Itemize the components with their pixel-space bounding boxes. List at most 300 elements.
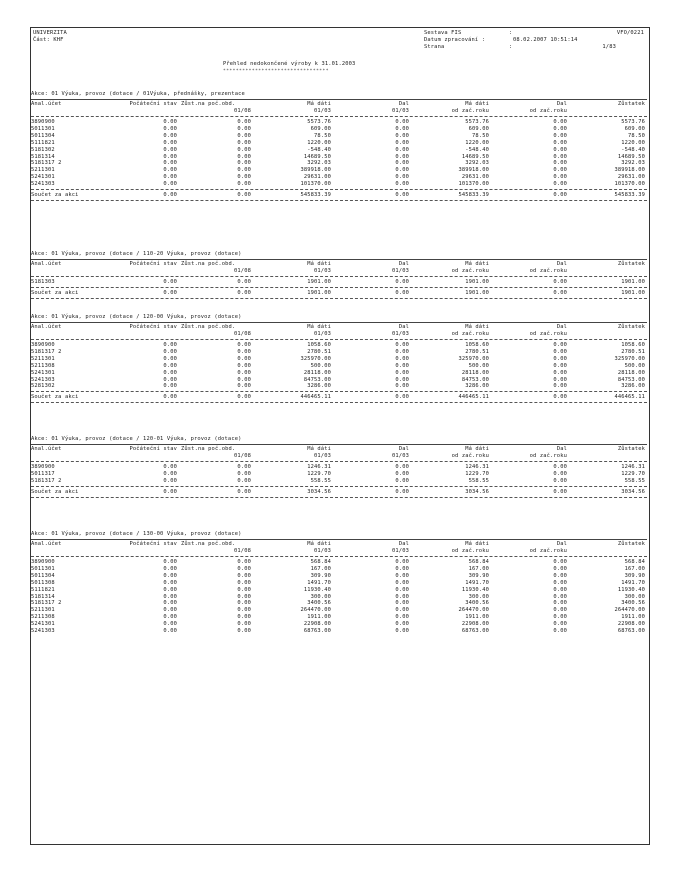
row-value: 0.00 (237, 600, 251, 607)
row-value: 0.00 (395, 132, 409, 139)
row-value: 1220.00 (307, 139, 331, 146)
row-value: 1246.31 (307, 464, 331, 470)
header-divider (31, 339, 647, 340)
row-value: 1246.31 (621, 464, 645, 470)
row-account: 5241303 (31, 376, 55, 383)
col-header-debit-ytd: Má dáti (465, 101, 489, 107)
row-value: 0.00 (395, 586, 409, 593)
department: Část: KHF (33, 37, 64, 43)
section-total-value: 0.00 (163, 192, 177, 198)
row-value: 0.00 (395, 153, 409, 160)
col-header-balance: Zůstatek (617, 101, 645, 107)
section-header-rule (31, 322, 647, 323)
row-value: 0.00 (163, 139, 177, 146)
row-value: 0.00 (395, 167, 409, 174)
col-header-account: Anal.účet (31, 324, 62, 330)
row-account: 5241303 (31, 628, 55, 634)
row-value: 2780.51 (307, 348, 331, 355)
colon-sep: : (509, 30, 513, 36)
section-total-value: 446465.11 (614, 394, 645, 401)
row-value: 14689.50 (303, 153, 331, 160)
section-title: Akce: 01 Výuka, provoz (dotace / 01Výuka, přednášky, prezentace (31, 91, 245, 97)
section-total-value: 0.00 (553, 192, 567, 198)
row-value: 68763.00 (303, 628, 331, 634)
row-account: 5181317 2 (31, 160, 62, 167)
row-value: 0.00 (163, 376, 177, 383)
row-value: 0.00 (395, 139, 409, 146)
row-value: 609.00 (310, 125, 331, 132)
row-value: 264470.00 (300, 607, 331, 614)
col-header-credit-ytd: Dal (556, 261, 567, 267)
row-value: 0.00 (163, 119, 177, 125)
row-value: 5573.76 (621, 119, 645, 125)
col-header-remaining-period: 01/08 (234, 453, 251, 459)
row-value: 29631.00 (617, 174, 645, 181)
col-header-credit: Dal (398, 261, 409, 267)
total-divider (31, 391, 647, 392)
row-value: 0.00 (237, 464, 251, 470)
row-account: 5111821 (31, 139, 55, 146)
row-value: 0.00 (553, 572, 567, 579)
row-value: 0.00 (395, 369, 409, 376)
row-account: 5211301 (31, 607, 55, 614)
section-total-label: Součet za akci (31, 488, 79, 495)
row-account: 5011317 (31, 470, 55, 477)
col-header-start-state: Počáteční stav (129, 446, 177, 452)
col-header-credit: Dal (398, 101, 409, 107)
section-total-value: 1901.00 (307, 289, 331, 296)
row-value: 0.00 (163, 586, 177, 593)
section-total-value: 0.00 (553, 289, 567, 296)
row-value: 3400.56 (465, 600, 489, 607)
row-value: 0.00 (395, 600, 409, 607)
section-total-value: 0.00 (163, 488, 177, 495)
section-total-label: Součet za akci (31, 394, 79, 401)
row-value: 0.00 (237, 139, 251, 146)
row-value: 0.00 (553, 464, 567, 470)
col-header-remaining-period: 01/08 (234, 268, 251, 274)
row-value: 0.00 (553, 153, 567, 160)
row-value: 0.00 (237, 153, 251, 160)
row-value: 264470.00 (458, 607, 489, 614)
row-value: 0.00 (553, 167, 567, 174)
row-account: 3890900 (31, 119, 55, 125)
row-value: -548.40 (621, 146, 645, 153)
row-value: 14689.50 (461, 153, 489, 160)
col-header-debit: Má dáti (307, 541, 331, 547)
row-account: 3890900 (31, 464, 55, 470)
col-header-balance: Zůstatek (617, 324, 645, 330)
row-value: 0.00 (163, 614, 177, 621)
row-value: 0.00 (163, 160, 177, 167)
section-total-value: 1901.00 (465, 289, 489, 296)
row-value: 11930.40 (461, 586, 489, 593)
row-account: 5241301 (31, 174, 55, 181)
row-account: 5011308 (31, 579, 55, 586)
section-total-value: 0.00 (395, 289, 409, 296)
section-total-value: 3034.56 (621, 488, 645, 495)
col-header-credit-ytd: Dal (556, 541, 567, 547)
col-header-credit-period: 01/03 (392, 108, 409, 114)
row-value: 0.00 (395, 614, 409, 621)
row-value: 84753.00 (303, 376, 331, 383)
row-value: 389918.00 (458, 167, 489, 174)
row-value: 0.00 (553, 362, 567, 369)
row-value: 0.00 (553, 628, 567, 634)
row-value: 0.00 (237, 628, 251, 634)
row-value: 0.00 (553, 600, 567, 607)
row-value: 68763.00 (617, 628, 645, 634)
row-value: 0.00 (395, 559, 409, 565)
section-total-value: 0.00 (395, 488, 409, 495)
row-value: -548.40 (465, 146, 489, 153)
row-account: 5181317 2 (31, 600, 62, 607)
header-divider (31, 116, 647, 117)
row-value: 300.00 (468, 593, 489, 600)
col-header-start-state: Počáteční stav (129, 324, 177, 330)
row-value: 0.00 (553, 369, 567, 376)
col-header-credit-period: 01/03 (392, 268, 409, 274)
row-value: 1229.70 (465, 470, 489, 477)
col-header-debit-period: 01/03 (314, 268, 331, 274)
col-header-remaining: Zůst.na poč.obd. (181, 324, 236, 330)
row-value: 0.00 (553, 586, 567, 593)
report-id: VFO/0221 (616, 30, 644, 36)
report-label: Sestava FIS (424, 30, 462, 36)
report-title: Přehled nedokončené výroby k 31.01.2003 (223, 61, 356, 67)
row-value: 0.00 (395, 279, 409, 285)
page-number: 1/83 (602, 44, 616, 50)
row-value: 1901.00 (621, 279, 645, 285)
row-value: 0.00 (237, 181, 251, 188)
col-header-credit: Dal (398, 541, 409, 547)
section-total-value: 446465.11 (300, 394, 331, 401)
row-value: 0.00 (395, 119, 409, 125)
row-value: 1058.60 (307, 342, 331, 348)
section-title: Akce: 01 Výuka, provoz (dotace / 120-01 Výuka, provoz (dotace) (31, 436, 242, 442)
row-value: 0.00 (395, 579, 409, 586)
row-value: 0.00 (163, 579, 177, 586)
row-value: 28118.00 (617, 369, 645, 376)
row-value: 1901.00 (307, 279, 331, 285)
row-value: 558.55 (468, 477, 489, 484)
section-header-rule (31, 259, 647, 260)
row-value: 568.84 (468, 559, 489, 565)
row-value: 0.00 (395, 146, 409, 153)
row-value: 0.00 (163, 565, 177, 572)
row-value: 325970.00 (300, 355, 331, 362)
row-account: 5181317 2 (31, 348, 62, 355)
row-value: 0.00 (163, 125, 177, 132)
col-header-debit-ytd: Má dáti (465, 261, 489, 267)
row-value: 0.00 (553, 559, 567, 565)
total-divider (31, 486, 647, 487)
colon-sep: : (509, 44, 513, 50)
row-account: 5241303 (31, 181, 55, 188)
col-header-credit-ytd-sub: od zač.roku (529, 108, 567, 114)
row-value: 0.00 (163, 153, 177, 160)
section-total-value: 3034.56 (465, 488, 489, 495)
section-total-value: 0.00 (237, 192, 251, 198)
col-header-remaining-period: 01/08 (234, 108, 251, 114)
section-total-value: 0.00 (553, 394, 567, 401)
row-value: 0.00 (553, 477, 567, 484)
section-title: Akce: 01 Výuka, provoz (dotace / 130-00 Výuka, provoz (dotace) (31, 531, 242, 537)
row-value: 0.00 (237, 125, 251, 132)
row-value: 2780.51 (465, 348, 489, 355)
section-total-value: 0.00 (237, 394, 251, 401)
total-bottom-divider (31, 402, 647, 403)
row-value: 0.00 (237, 586, 251, 593)
row-value: 0.00 (237, 559, 251, 565)
col-header-debit: Má dáti (307, 446, 331, 452)
total-divider (31, 287, 647, 288)
row-value: 500.00 (468, 362, 489, 369)
row-value: 0.00 (237, 565, 251, 572)
col-header-remaining: Zůst.na poč.obd. (181, 261, 236, 267)
row-value: 0.00 (553, 593, 567, 600)
row-value: 309.90 (624, 572, 645, 579)
processed-label: Datum zpracování : (424, 37, 486, 43)
row-value: 0.00 (553, 348, 567, 355)
row-value: 0.00 (553, 181, 567, 188)
row-value: 0.00 (553, 470, 567, 477)
section-total-value: 545833.39 (300, 192, 331, 198)
row-value: 0.00 (237, 279, 251, 285)
row-value: 568.84 (310, 559, 331, 565)
section-total-value: 0.00 (163, 289, 177, 296)
row-value: 167.00 (468, 565, 489, 572)
row-value: 11930.40 (303, 586, 331, 593)
section-header-rule (31, 444, 647, 445)
row-value: 0.00 (395, 464, 409, 470)
row-value: 558.55 (310, 477, 331, 484)
col-header-credit-ytd-sub: od zač.roku (529, 268, 567, 274)
col-header-credit-ytd-sub: od zač.roku (529, 331, 567, 337)
section-total-value: 0.00 (553, 488, 567, 495)
row-value: 0.00 (163, 628, 177, 634)
row-value: 78.50 (628, 132, 645, 139)
row-value: 1058.60 (621, 342, 645, 348)
row-value: 0.00 (163, 477, 177, 484)
row-account: 5181314 (31, 593, 55, 600)
row-value: 0.00 (163, 383, 177, 390)
row-value: 0.00 (395, 125, 409, 132)
row-value: 1229.70 (621, 470, 645, 477)
header-divider (31, 461, 647, 462)
row-value: 0.00 (163, 621, 177, 628)
col-header-start-state: Počáteční stav (129, 101, 177, 107)
row-value: 0.00 (237, 132, 251, 139)
row-value: 22908.00 (461, 621, 489, 628)
row-value: 609.00 (468, 125, 489, 132)
section-total-value: 0.00 (237, 289, 251, 296)
row-value: 0.00 (395, 621, 409, 628)
row-value: 0.00 (237, 174, 251, 181)
row-value: 1058.60 (465, 342, 489, 348)
col-header-debit: Má dáti (307, 261, 331, 267)
col-header-debit-ytd: Má dáti (465, 446, 489, 452)
row-value: 0.00 (163, 362, 177, 369)
row-account: 5211308 (31, 614, 55, 621)
col-header-debit-ytd-sub: od zač.roku (451, 453, 489, 459)
col-header-debit-ytd-sub: od zač.roku (451, 548, 489, 554)
row-value: 0.00 (395, 470, 409, 477)
row-value: 1246.31 (465, 464, 489, 470)
row-value: 0.00 (163, 167, 177, 174)
row-value: 558.55 (624, 477, 645, 484)
section-total-value: 0.00 (395, 192, 409, 198)
row-account: 5241301 (31, 369, 55, 376)
row-value: 0.00 (553, 160, 567, 167)
row-value: 0.00 (163, 470, 177, 477)
row-value: 0.00 (395, 355, 409, 362)
col-header-credit-ytd-sub: od zač.roku (529, 453, 567, 459)
row-value: 5573.76 (465, 119, 489, 125)
section-title: Akce: 01 Výuka, provoz (dotace / 120-00 Výuka, provoz (dotace) (31, 314, 242, 320)
row-value: 0.00 (163, 181, 177, 188)
row-value: 389918.00 (614, 167, 645, 174)
col-header-account: Anal.účet (31, 101, 62, 107)
col-header-start-state: Počáteční stav (129, 261, 177, 267)
row-value: 500.00 (624, 362, 645, 369)
row-value: 1491.70 (307, 579, 331, 586)
row-value: 325970.00 (458, 355, 489, 362)
row-value: 3286.00 (307, 383, 331, 390)
row-value: 300.00 (624, 593, 645, 600)
row-value: 84753.00 (461, 376, 489, 383)
col-header-debit-ytd: Má dáti (465, 324, 489, 330)
row-value: 0.00 (237, 593, 251, 600)
row-value: 0.00 (553, 132, 567, 139)
row-value: 0.00 (395, 477, 409, 484)
row-value: 0.00 (237, 477, 251, 484)
row-value: 0.00 (163, 600, 177, 607)
header-divider (31, 276, 647, 277)
row-value: 3292.03 (465, 160, 489, 167)
row-value: 2780.51 (621, 348, 645, 355)
section-header-rule (31, 539, 647, 540)
row-value: 300.00 (310, 593, 331, 600)
row-value: 0.00 (237, 607, 251, 614)
row-value: 5573.76 (307, 119, 331, 125)
row-value: 0.00 (553, 342, 567, 348)
row-value: 0.00 (237, 376, 251, 383)
row-value: 0.00 (237, 383, 251, 390)
row-value: 1220.00 (621, 139, 645, 146)
row-value: 0.00 (163, 132, 177, 139)
row-value: 0.00 (237, 572, 251, 579)
col-header-debit: Má dáti (307, 101, 331, 107)
row-value: 0.00 (553, 579, 567, 586)
row-value: 0.00 (237, 342, 251, 348)
row-value: 3286.00 (465, 383, 489, 390)
row-value: 78.50 (472, 132, 489, 139)
section-total-label: Součet za akci (31, 192, 79, 198)
col-header-credit-ytd-sub: od zač.roku (529, 548, 567, 554)
org-name: UNIVERZITA (33, 30, 67, 36)
row-value: 1911.00 (465, 614, 489, 621)
row-value: 1901.00 (465, 279, 489, 285)
row-value: 0.00 (553, 355, 567, 362)
row-value: 0.00 (163, 559, 177, 565)
row-value: 0.00 (163, 369, 177, 376)
row-value: 0.00 (237, 621, 251, 628)
row-account: 5181302 (31, 146, 55, 153)
row-value: 0.00 (553, 139, 567, 146)
row-value: 0.00 (237, 579, 251, 586)
row-value: 101370.00 (300, 181, 331, 188)
col-header-remaining-period: 01/08 (234, 331, 251, 337)
row-value: 22908.00 (303, 621, 331, 628)
row-value: 0.00 (553, 125, 567, 132)
row-value: 1229.70 (307, 470, 331, 477)
row-value: 0.00 (395, 628, 409, 634)
row-value: 0.00 (553, 279, 567, 285)
col-header-credit-period: 01/03 (392, 331, 409, 337)
row-value: 0.00 (395, 348, 409, 355)
header-divider (31, 556, 647, 557)
row-value: 0.00 (553, 119, 567, 125)
row-value: 0.00 (553, 146, 567, 153)
col-header-balance: Zůstatek (617, 446, 645, 452)
col-header-debit-ytd-sub: od zač.roku (451, 268, 489, 274)
row-value: -548.40 (307, 146, 331, 153)
col-header-account: Anal.účet (31, 541, 62, 547)
row-account: 5181317 2 (31, 477, 62, 484)
col-header-balance: Zůstatek (617, 541, 645, 547)
row-account: 5011304 (31, 572, 55, 579)
row-account: 5111821 (31, 586, 55, 593)
row-account: 5181303 (31, 279, 55, 285)
total-bottom-divider (31, 200, 647, 201)
row-value: 0.00 (395, 160, 409, 167)
section-total-value: 0.00 (163, 394, 177, 401)
row-value: 0.00 (395, 572, 409, 579)
section-total-value: 0.00 (395, 394, 409, 401)
section-total-value: 545833.39 (614, 192, 645, 198)
row-value: 325970.00 (614, 355, 645, 362)
row-value: 568.84 (624, 559, 645, 565)
row-value: 68763.00 (461, 628, 489, 634)
row-value: 29631.00 (461, 174, 489, 181)
row-account: 5011301 (31, 125, 55, 132)
row-value: 0.00 (237, 470, 251, 477)
col-header-debit-ytd: Má dáti (465, 541, 489, 547)
col-header-debit-period: 01/03 (314, 548, 331, 554)
col-header-debit-period: 01/03 (314, 331, 331, 337)
row-value: 0.00 (237, 369, 251, 376)
row-account: 5211308 (31, 362, 55, 369)
row-account: 5211301 (31, 355, 55, 362)
row-value: 0.00 (395, 181, 409, 188)
col-header-credit-ytd: Dal (556, 324, 567, 330)
row-value: 389918.00 (300, 167, 331, 174)
row-value: 0.00 (237, 167, 251, 174)
row-value: 0.00 (395, 593, 409, 600)
row-value: 0.00 (163, 355, 177, 362)
col-header-credit: Dal (398, 324, 409, 330)
col-header-debit: Má dáti (307, 324, 331, 330)
row-value: 0.00 (395, 607, 409, 614)
row-value: 0.00 (163, 572, 177, 579)
row-value: 167.00 (624, 565, 645, 572)
section-title: Akce: 01 Výuka, provoz (dotace / 110-20 Výuka, provoz (dotace) (31, 251, 242, 257)
col-header-start-state: Počáteční stav (129, 541, 177, 547)
row-value: 0.00 (237, 355, 251, 362)
row-value: 0.00 (237, 146, 251, 153)
row-value: 22908.00 (617, 621, 645, 628)
